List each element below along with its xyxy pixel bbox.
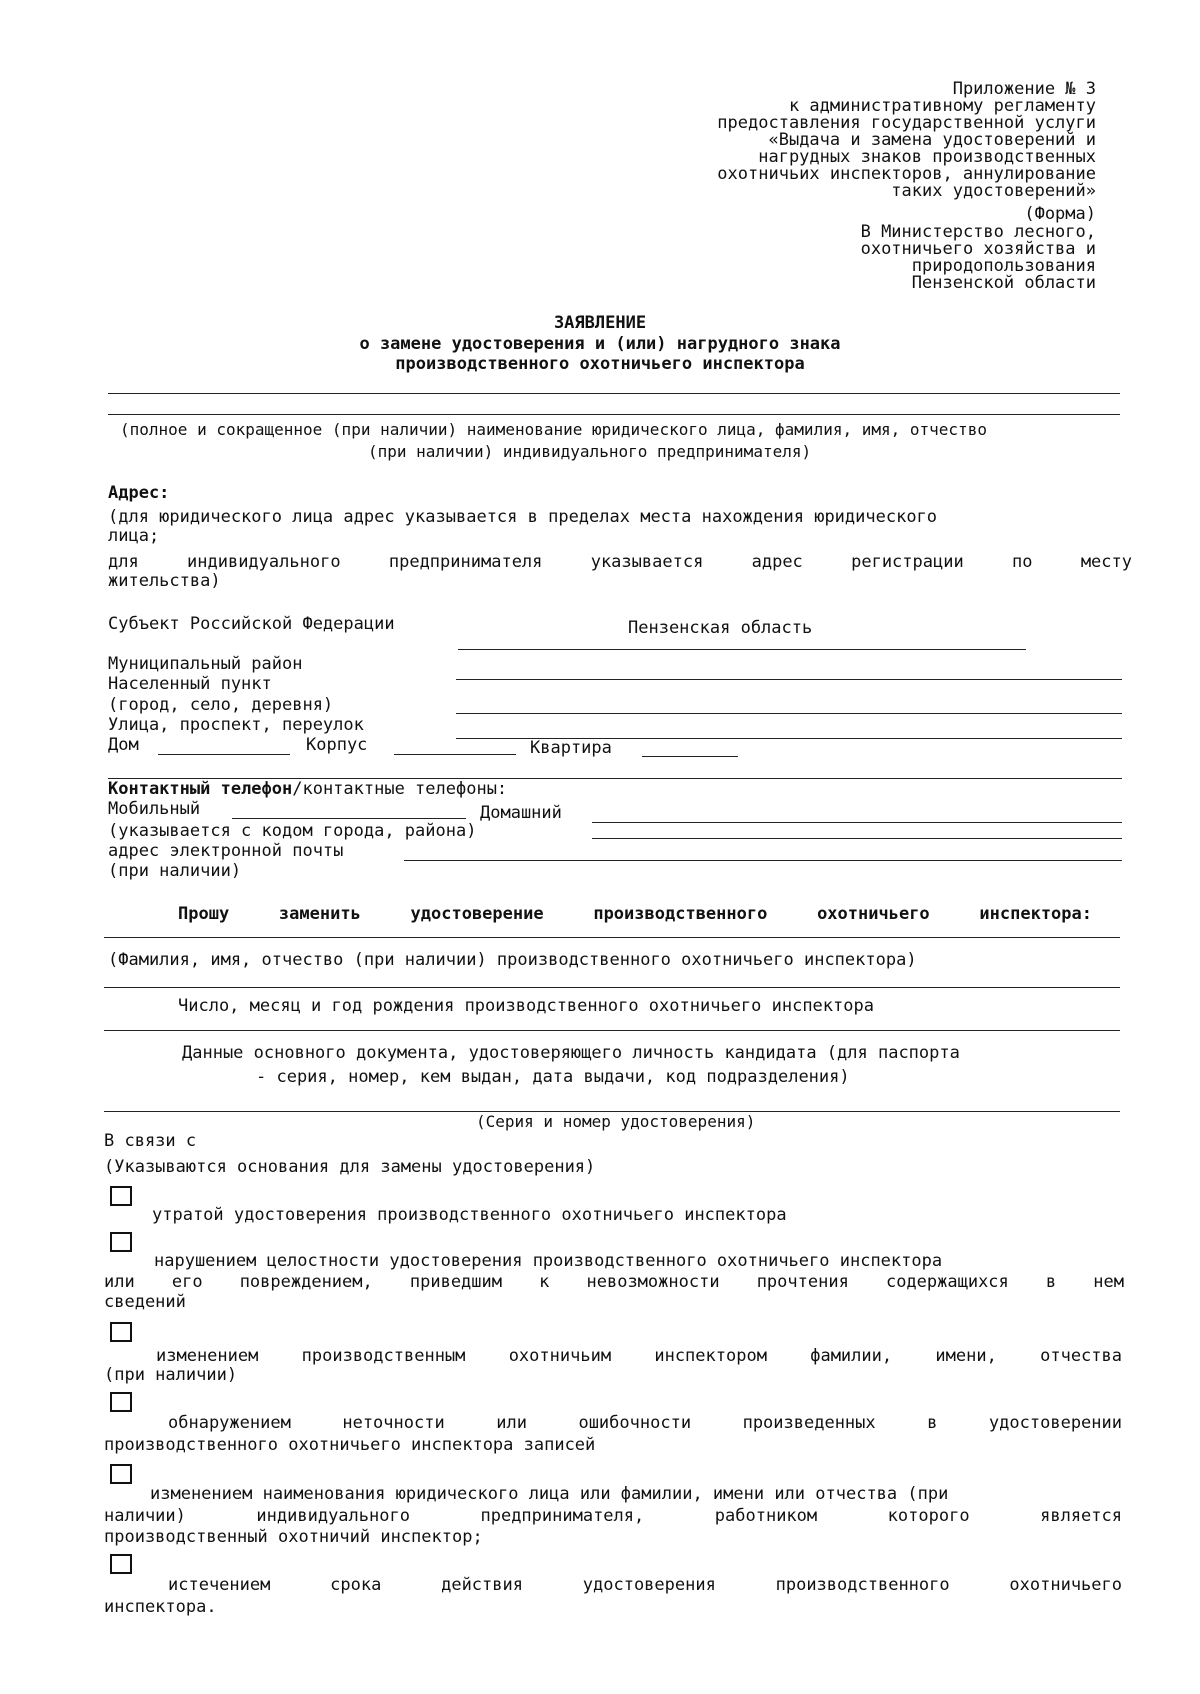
document-subtitle: производственного охотничьего инспектора — [395, 354, 805, 374]
email-hint: (при наличии) — [108, 861, 242, 881]
district-field[interactable] — [456, 679, 1122, 680]
city-code-hint: (указывается с кодом города, района) — [108, 821, 477, 841]
document-hint: - серия, номер, кем выдан, дата выдачи, код подразделения) — [256, 1067, 850, 1087]
applicant-hint: (полное и сокращенное (при наличии) наименование юридического лица, фамилия, имя, отчество — [120, 420, 987, 439]
document-hint: Данные основного документа, удостоверяющего личность кандидата (для паспорта — [182, 1043, 960, 1063]
home-phone-field[interactable] — [592, 822, 1122, 823]
house-field[interactable] — [158, 754, 290, 755]
document-title: ЗАЯВЛЕНИЕ — [553, 313, 647, 333]
form-label: (Форма) — [1024, 204, 1096, 224]
settlement-field[interactable] — [456, 713, 1122, 714]
recipient-line: В Министерство лесного, — [860, 222, 1096, 242]
email-field[interactable] — [404, 860, 1122, 861]
address-note: (для юридического лица адрес указывается в пределах места нахождения юридического — [108, 507, 938, 527]
applicant-name-line[interactable] — [108, 414, 1120, 415]
apartment-label: Квартира — [530, 738, 612, 758]
applicant-hint: (при наличии) индивидуального предпринимателя) — [368, 442, 812, 461]
recipient-line: охотничьего хозяйства и — [860, 239, 1096, 259]
appendix-line: охотничьих инспекторов, аннулирование — [717, 164, 1096, 184]
street-label: Улица, проспект, переулок — [108, 715, 364, 735]
applicant-name-line[interactable] — [108, 393, 1120, 394]
inspector-fio-field[interactable] — [104, 937, 1120, 938]
reason-damaged-label: нарушением целостности удостоверения производственного охотничьего инспектора — [154, 1251, 943, 1271]
address-note: лица; — [108, 526, 160, 546]
birth-hint: Число, месяц и год рождения производственного охотничьего инспектора — [178, 996, 874, 1016]
recipient-line: Пензенской области — [911, 273, 1096, 293]
subject-field[interactable] — [458, 649, 1026, 650]
building-field[interactable] — [394, 754, 516, 755]
fio-hint: (Фамилия, имя, отчество (при наличии) производственного охотничьего инспектора) — [108, 950, 917, 970]
reason-employer-change-checkbox[interactable] — [110, 1464, 132, 1484]
appendix-line: нагрудных знаков производственных — [758, 147, 1096, 167]
contacts-heading-bold: Контактный телефон — [108, 779, 293, 799]
document-subtitle: о замене удостоверения и (или) нагрудного знака — [359, 334, 841, 354]
reason-name-change-checkbox[interactable] — [110, 1322, 132, 1342]
address-note: для индивидуального предпринимателя указывается адрес регистрации по месту — [108, 552, 1132, 572]
reason-inaccuracy-checkbox[interactable] — [110, 1392, 132, 1412]
reason-name-change-label: (при наличии) — [104, 1365, 238, 1385]
building-label: Корпус — [306, 735, 368, 755]
home-phone-extra-line[interactable] — [592, 838, 1122, 839]
request-heading: Прошу заменить удостоверение производственного охотничьего инспектора: — [178, 904, 1092, 924]
reason-expiry-label: инспектора. — [104, 1597, 217, 1617]
identity-document-field[interactable] — [104, 1030, 1120, 1031]
address-note: жительства) — [108, 571, 221, 591]
contacts-heading — [108, 780, 507, 799]
subject-value: Пензенская область — [628, 618, 813, 638]
appendix-line: предоставления государственной услуги — [717, 113, 1096, 133]
reason-damaged-checkbox[interactable] — [110, 1232, 132, 1252]
reason-employer-change-label: изменением наименования юридического лица или фамилии, имени или отчества (при — [150, 1484, 949, 1504]
settlement-label: Населенный пункт — [108, 674, 272, 694]
appendix-line: к административному регламенту — [788, 96, 1096, 116]
mobile-field[interactable] — [232, 818, 466, 819]
appendix-line: таких удостоверений» — [891, 181, 1096, 201]
in-connection-label: В связи с — [104, 1131, 197, 1151]
birth-date-field[interactable] — [104, 987, 1120, 988]
address-heading: Адрес: — [108, 483, 170, 503]
reason-employer-change-label: наличии) индивидуального предпринимателя, работником которого является — [104, 1506, 1122, 1526]
reason-damaged-label: сведений — [104, 1292, 186, 1312]
reason-lost-checkbox[interactable] — [110, 1186, 132, 1206]
contacts-heading-rest: /контактные телефоны: — [292, 779, 508, 799]
reason-expiry-label: истечением срока действия удостоверения производственного охотничьего — [168, 1575, 1122, 1595]
email-label: адрес электронной почты — [108, 841, 344, 861]
house-label: Дом — [108, 735, 139, 755]
district-label: Муниципальный район — [108, 654, 303, 674]
reason-inaccuracy-label: обнаружением неточности или ошибочности произведенных в удостоверении — [168, 1413, 1122, 1433]
settlement-hint: (город, село, деревня) — [108, 695, 334, 715]
appendix-line: Приложение № 3 — [952, 79, 1096, 99]
reasons-hint: (Указываются основания для замены удостоверения) — [104, 1157, 596, 1177]
reason-lost-label: утратой удостоверения производственного охотничьего инспектора — [152, 1205, 787, 1225]
reason-employer-change-label: производственный охотничий инспектор; — [104, 1527, 483, 1547]
reason-damaged-label: или его повреждением, приведшим к невозможности прочтения содержащихся в нем — [104, 1272, 1124, 1292]
mobile-label: Мобильный — [108, 799, 201, 819]
certificate-hint: (Серия и номер удостоверения) — [476, 1112, 756, 1131]
subject-label: Субъект Российской Федерации — [108, 614, 395, 634]
apartment-field[interactable] — [642, 756, 738, 757]
home-phone-label: Домашний — [480, 803, 562, 823]
reason-expiry-checkbox[interactable] — [110, 1554, 132, 1574]
reason-inaccuracy-label: производственного охотничьего инспектора записей — [104, 1435, 596, 1455]
recipient-line: природопользования — [911, 256, 1096, 276]
reason-name-change-label: изменением производственным охотничьим инспектором фамилии, имени, отчества — [156, 1346, 1122, 1366]
appendix-line: «Выдача и замена удостоверений и — [768, 130, 1096, 150]
